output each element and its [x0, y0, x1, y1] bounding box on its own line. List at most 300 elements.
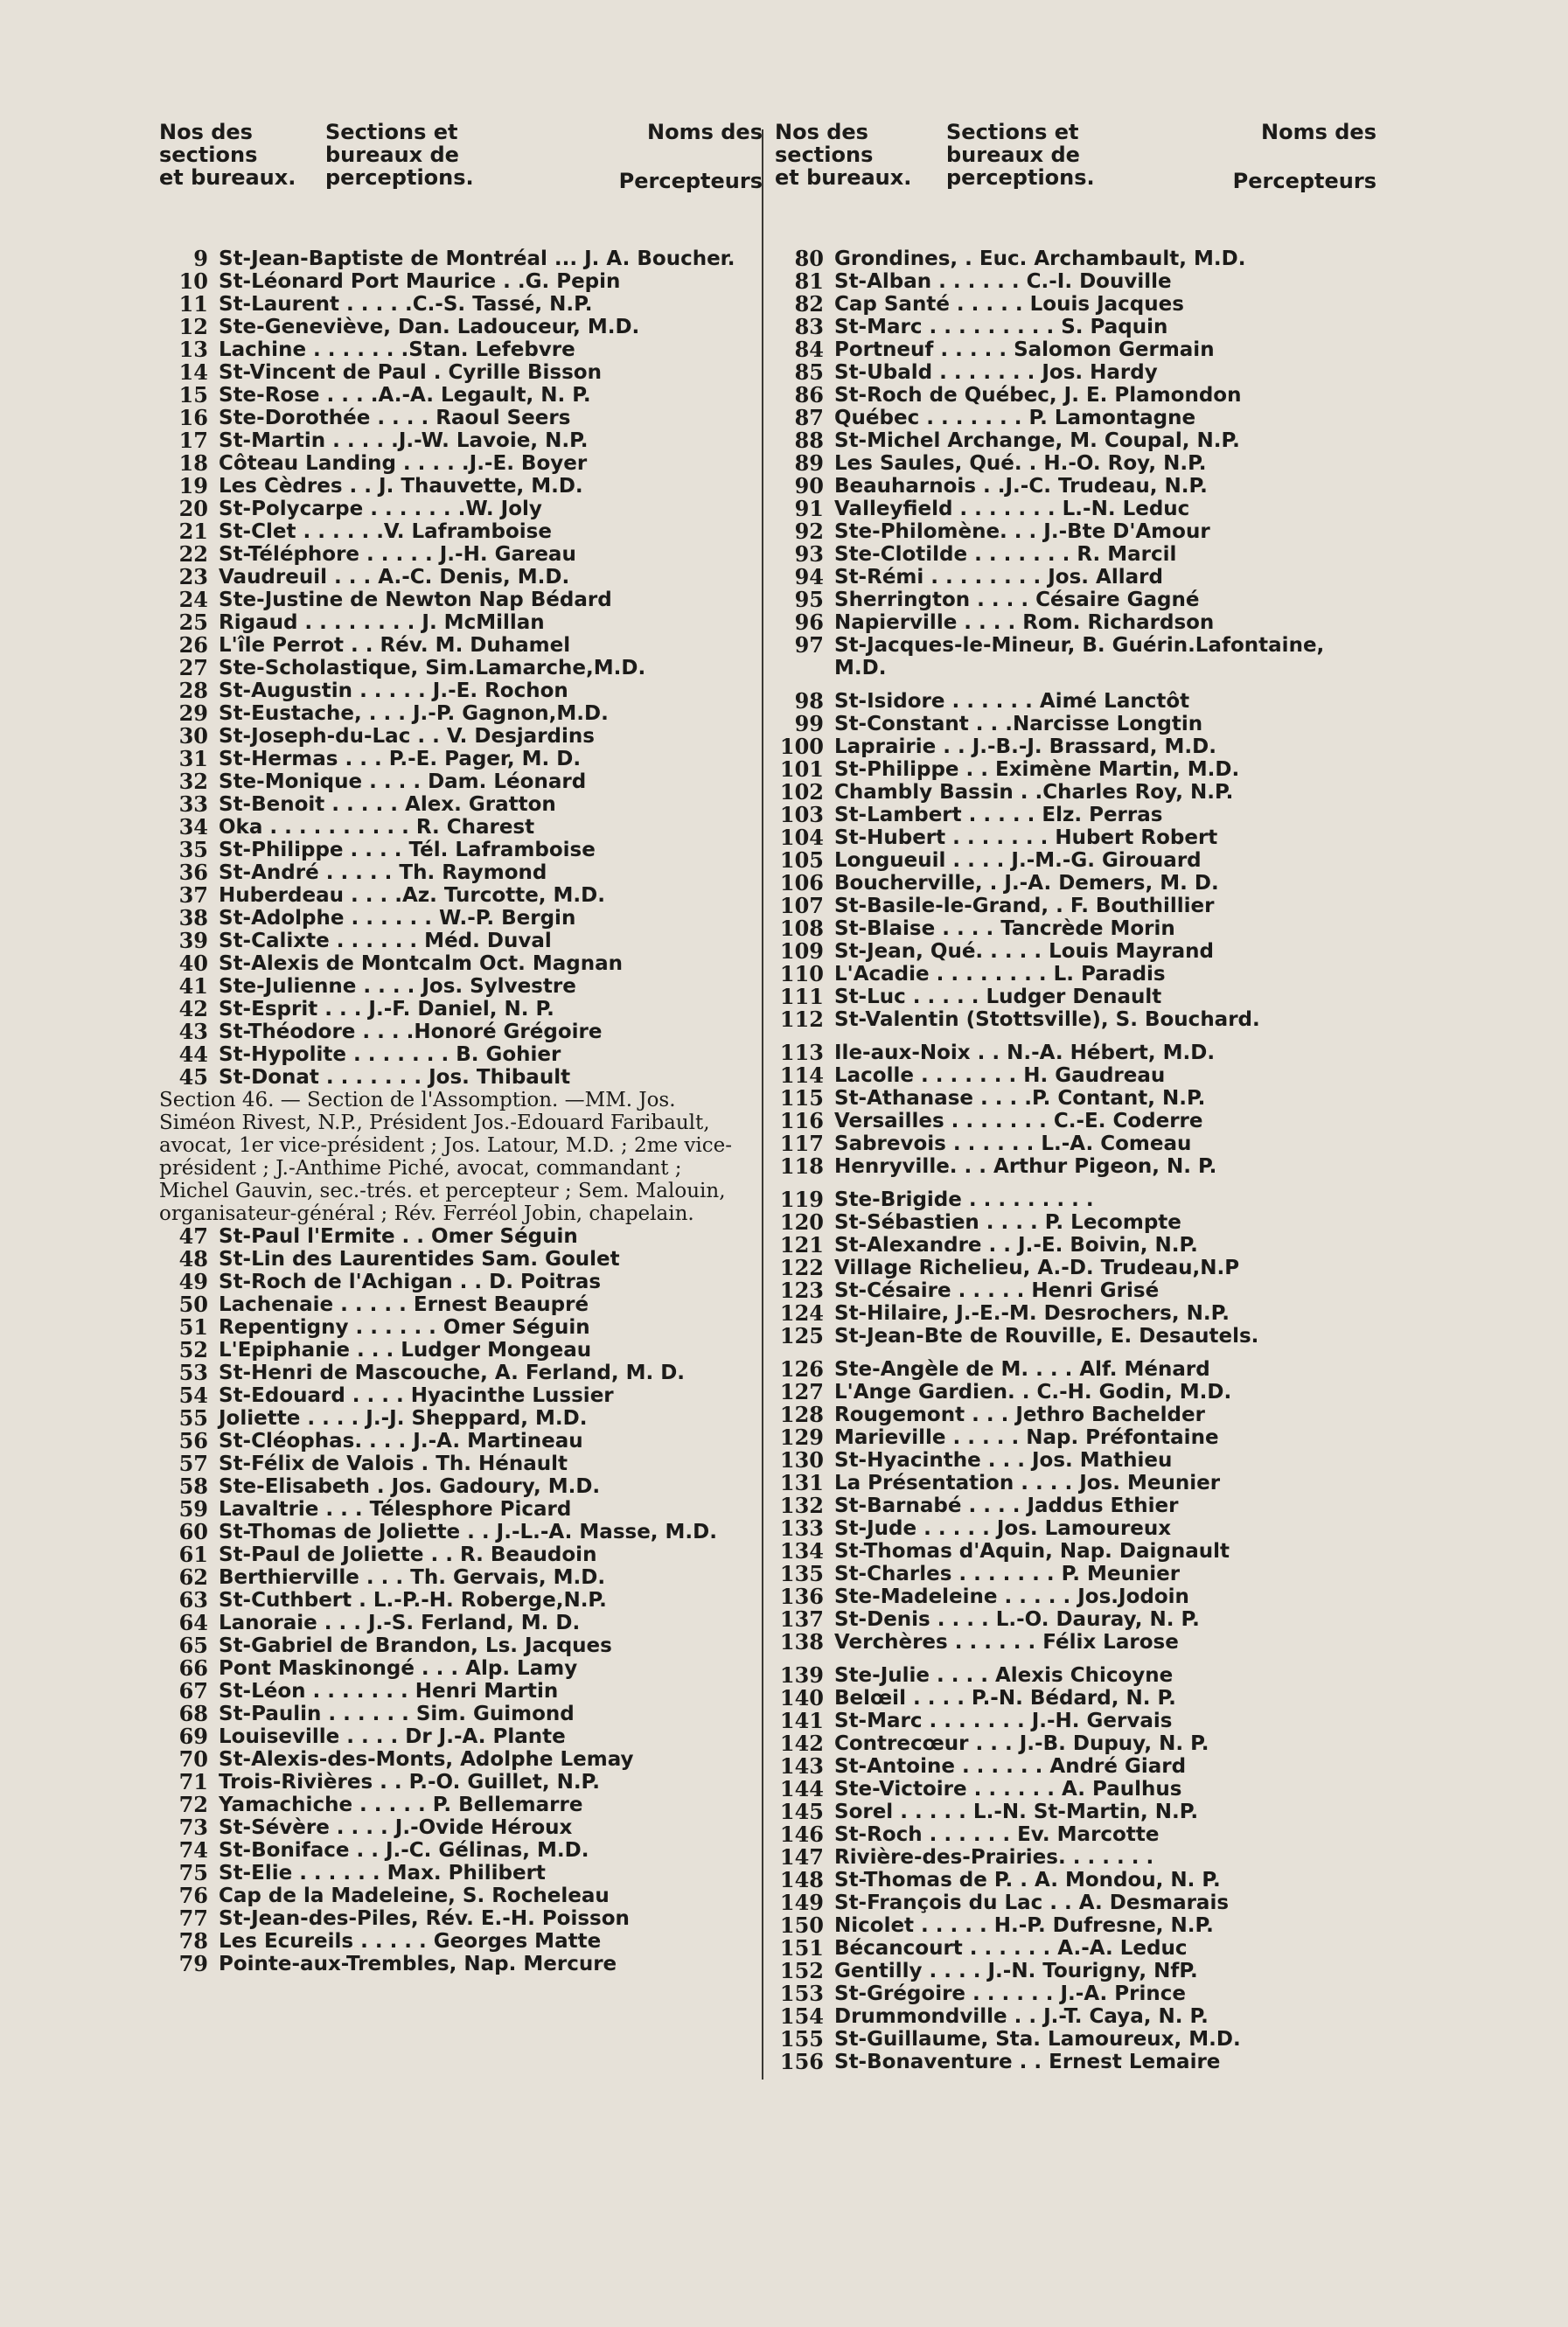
entry-text: St-Jude . . . . . Jos. Lamoureux — [834, 1517, 1172, 1540]
entry-text: Ste-Philomène. . . J.-Bte D'Amour — [834, 520, 1210, 543]
list-item — [775, 634, 1376, 679]
entry-text: Ste-Elisabeth . Jos. Gadoury, M.D. — [219, 1475, 601, 1498]
entry-number: 75 — [178, 1860, 208, 1885]
list-item — [775, 1540, 1376, 1563]
entry-number: 49 — [178, 1269, 208, 1294]
list-item — [159, 543, 763, 566]
entry-text: St-Denis . . . . L.-O. Dauray, N. P. — [834, 1608, 1200, 1631]
entry-number: 14 — [178, 359, 208, 385]
list-item — [159, 952, 763, 975]
entry-text: St-Léonard Port Maurice . .G. Pepin — [219, 270, 621, 293]
entry-number: 48 — [178, 1246, 208, 1271]
entry-text: Ile-aux-Noix . . N.-A. Hébert, M.D. — [834, 1042, 1216, 1064]
entry-number: 153 — [779, 1981, 824, 2006]
entry-number: 70 — [178, 1746, 208, 1772]
entry-number: 35 — [178, 837, 208, 862]
left-column — [159, 121, 763, 1975]
entry-text: St-Jacques-le-Mineur, B. Guérin.Lafontaine, M.D. — [834, 634, 1325, 679]
entry-text: Yamachiche . . . . . P. Bellemarre — [219, 1794, 583, 1816]
entry-text: Louiseville . . . . Dr J.-A. Plante — [219, 1725, 566, 1748]
entry-number: 117 — [779, 1131, 824, 1156]
entry-text: Grondines, . Euc. Archambault, M.D. — [834, 247, 1246, 270]
entry-number: 23 — [178, 564, 208, 589]
entry-number: 40 — [178, 951, 208, 976]
entry-number: 133 — [779, 1515, 824, 1541]
header-line: et bureaux. — [159, 165, 296, 190]
entry-number: 137 — [779, 1606, 824, 1632]
entry-text: St-Joseph-du-Lac . . V. Desjardins — [219, 725, 595, 748]
entry-number: 85 — [794, 359, 824, 385]
entry-text: Bécancourt . . . . . . A.-A. Leduc — [834, 1937, 1188, 1960]
entry-text: St-Antoine . . . . . . André Giard — [834, 1755, 1187, 1778]
entry-text: St-Laurent . . . . .C.-S. Tassé, N.P. — [219, 293, 593, 316]
list-item — [775, 1064, 1376, 1087]
entry-text: St-Sévère . . . . J.-Ovide Héroux — [219, 1816, 573, 1839]
entry-text: Repentigny . . . . . . Omer Séguin — [219, 1316, 590, 1339]
header-line: Sections et — [325, 120, 458, 144]
entry-number: 105 — [779, 847, 824, 873]
list-item — [775, 452, 1376, 475]
list-item — [159, 452, 763, 475]
header-numbers — [159, 121, 325, 204]
entry-text: St-Boniface . . J.-C. Gélinas, M.D. — [219, 1839, 589, 1862]
entry-text: St-Paulin . . . . . . Sim. Guimond — [219, 1703, 575, 1725]
list-item — [775, 963, 1376, 986]
entry-text: Longueuil . . . . J.-M.-G. Girouard — [834, 849, 1202, 872]
entry-text: St-Michel Archange, M. Coupal, N.P. — [834, 429, 1240, 452]
entry-number: 32 — [178, 769, 208, 794]
entry-number: 81 — [794, 268, 824, 294]
entry-number: 87 — [794, 405, 824, 430]
entry-number: 145 — [779, 1799, 824, 1824]
entry-text: Trois-Rivières . . P.-O. Guillet, N.P. — [219, 1771, 600, 1794]
entry-text: St-Césaire . . . . . Henri Grisé — [834, 1279, 1160, 1302]
entry-text: Sherrington . . . . Césaire Gagné — [834, 589, 1200, 611]
entry-number: 52 — [178, 1337, 208, 1362]
list-item — [159, 293, 763, 316]
entry-number: 27 — [178, 655, 208, 680]
entry-text: L'île Perrot . . Rév. M. Duhamel — [219, 634, 571, 657]
list-item — [159, 998, 763, 1021]
entry-text: Cap de la Madeleine, S. Rocheleau — [219, 1885, 610, 1907]
entry-number: 11 — [178, 291, 208, 317]
list-item — [775, 917, 1376, 940]
entry-text: Ste-Dorothée . . . . Raoul Seers — [219, 407, 571, 429]
entry-number: 135 — [779, 1561, 824, 1586]
entry-number: 132 — [779, 1493, 824, 1518]
entry-text: St-Henri de Mascouche, A. Ferland, M. D. — [219, 1362, 686, 1384]
section-46-paragraph: Section 46. — Section de l'Assomption. —MM. Jos. Siméon Rivest, N.P., Président Jos.-Edouard Faribault, avocat, 1er vice-président ; Jos. Latour, M.D. ; 2me vice-président ; J.-Anthime Piché, avocat, commandant ; Michel Gauvin, sec.-trés. et percepteur ; Sem. Malouin, organisateur-général ; Rév. Ferréol Jobin, chapelain. — [159, 1089, 733, 1225]
list-item — [159, 1453, 763, 1475]
entry-text: St-Alexandre . . J.-E. Boivin, N.P. — [834, 1234, 1198, 1257]
list-item — [159, 930, 763, 952]
entry-number: 76 — [178, 1883, 208, 1908]
entry-number: 141 — [779, 1708, 824, 1733]
list-item — [159, 793, 763, 816]
entry-number: 123 — [779, 1278, 824, 1303]
entry-number: 97 — [794, 632, 824, 658]
header-line: bureaux de — [325, 143, 459, 167]
entry-number: 143 — [779, 1753, 824, 1779]
entry-number: 78 — [178, 1928, 208, 1954]
list-item — [159, 475, 763, 498]
list-item — [159, 1907, 763, 1930]
list-item — [159, 1703, 763, 1725]
entry-text: St-Philippe . . Eximène Martin, M.D. — [834, 758, 1240, 781]
entry-number: 67 — [178, 1678, 208, 1703]
list-item — [775, 1426, 1376, 1449]
list-item — [159, 1021, 763, 1043]
list-item — [775, 2051, 1376, 2073]
entry-text: L'Epiphanie . . . Ludger Mongeau — [219, 1339, 592, 1362]
entry-number: 109 — [779, 938, 824, 964]
entry-number: 115 — [779, 1085, 824, 1111]
entry-text: Verchères . . . . . . Félix Larose — [834, 1631, 1179, 1654]
list-item — [159, 338, 763, 361]
right-column — [775, 121, 1376, 2073]
list-item — [775, 1132, 1376, 1155]
header-line: sections — [775, 143, 874, 167]
entry-text: St-Donat . . . . . . . Jos. Thibault — [219, 1066, 571, 1089]
entry-number: 43 — [178, 1019, 208, 1044]
entry-text: Québec . . . . . . . P. Lamontagne — [834, 407, 1196, 429]
entry-text: St-Ubald . . . . . . . Jos. Hardy — [834, 361, 1158, 384]
entry-number: 83 — [794, 314, 824, 339]
entry-text: St-André . . . . . Th. Raymond — [219, 861, 547, 884]
list-item — [159, 839, 763, 861]
entry-number: 84 — [794, 337, 824, 362]
list-item — [775, 1960, 1376, 1982]
list-item — [159, 566, 763, 589]
left-entry-list — [159, 247, 763, 1089]
list-item — [775, 1188, 1376, 1211]
list-item — [159, 1293, 763, 1316]
entry-text: St-Luc . . . . . Ludger Denault — [834, 986, 1162, 1008]
entry-text: Portneuf . . . . . Salomon Germain — [834, 338, 1215, 361]
entry-number: 129 — [779, 1425, 824, 1450]
entry-text: Huberdeau . . . .Az. Turcotte, M.D. — [219, 884, 605, 907]
entry-text: St-Roch de l'Achigan . . D. Poitras — [219, 1271, 602, 1293]
entry-number: 41 — [178, 973, 208, 999]
list-item — [775, 1234, 1376, 1257]
header-line: Nos des — [775, 120, 868, 144]
entry-number: 152 — [779, 1958, 824, 1983]
entry-number: 94 — [794, 564, 824, 589]
entry-number: 60 — [178, 1519, 208, 1544]
entry-text: St-Athanase . . . .P. Contant, N.P. — [834, 1087, 1206, 1110]
entry-number: 42 — [178, 996, 208, 1021]
entry-number: 50 — [178, 1292, 208, 1317]
entry-number: 16 — [178, 405, 208, 430]
entry-number: 62 — [178, 1564, 208, 1590]
entry-number: 92 — [794, 519, 824, 544]
entry-number: 66 — [178, 1655, 208, 1681]
entry-number: 58 — [178, 1474, 208, 1499]
entry-text: Lavaltrie . . . Télesphore Picard — [219, 1498, 572, 1521]
list-item — [159, 1771, 763, 1794]
list-item — [775, 1517, 1376, 1540]
entry-number: 38 — [178, 905, 208, 930]
header-numbers — [775, 121, 946, 204]
list-item — [159, 1066, 763, 1089]
entry-text: St-Jean-Bte de Rouville, E. Desautels. — [834, 1325, 1259, 1348]
entry-text: Napierville . . . . Rom. Richardson — [834, 611, 1215, 634]
list-item — [159, 1589, 763, 1612]
entry-text: St-Valentin (Stottsville), S. Bouchard. — [834, 1008, 1260, 1031]
right-entry-list — [775, 247, 1376, 2073]
list-item — [775, 940, 1376, 963]
entry-text: St-Vincent de Paul . Cyrille Bisson — [219, 361, 602, 384]
entry-number: 142 — [779, 1731, 824, 1756]
list-item — [159, 884, 763, 907]
list-item — [775, 429, 1376, 452]
entry-text: Ste-Justine de Newton Nap Bédard — [219, 589, 612, 611]
entry-number: 93 — [794, 541, 824, 567]
list-item — [775, 1823, 1376, 1846]
entry-number: 56 — [178, 1428, 208, 1453]
header-line: Percepteurs — [618, 169, 763, 193]
header-collectors — [1209, 121, 1376, 204]
entry-text: Les Cèdres . . J. Thauvette, M.D. — [219, 475, 583, 498]
list-item — [775, 247, 1376, 270]
list-item — [775, 2028, 1376, 2051]
entry-text: St-Barnabé . . . . Jaddus Ethier — [834, 1494, 1179, 1517]
entry-number: 71 — [178, 1769, 208, 1794]
entry-number: 25 — [178, 610, 208, 635]
list-item — [775, 1325, 1376, 1348]
entry-text: Pointe-aux-Trembles, Nap. Mercure — [219, 1953, 617, 1975]
entry-text: Lanoraie . . . J.-S. Ferland, M. D. — [219, 1612, 581, 1634]
entry-number: 127 — [779, 1379, 824, 1404]
list-item — [775, 1778, 1376, 1801]
entry-text: St-Jean-Baptiste de Montréal ... J. A. Boucher. — [219, 247, 735, 270]
entry-number: 118 — [779, 1153, 824, 1179]
entry-number: 131 — [779, 1470, 824, 1495]
entry-text: Laprairie . . J.-B.-J. Brassard, M.D. — [834, 735, 1216, 758]
entry-text: Les Ecureils . . . . . Georges Matte — [219, 1930, 602, 1953]
entry-text: St-Basile-le-Grand, . F. Bouthillier — [834, 895, 1215, 917]
entry-text: Les Saules, Qué. . H.-O. Roy, N.P. — [834, 452, 1207, 475]
entry-text: Lacolle . . . . . . . H. Gaudreau — [834, 1064, 1166, 1087]
list-item — [159, 1498, 763, 1521]
header-line: Percepteurs — [1232, 169, 1376, 193]
list-item — [775, 849, 1376, 872]
header-line: Sections et — [946, 120, 1079, 144]
entry-number: 82 — [794, 291, 824, 317]
entry-text: Gentilly . . . . J.-N. Tourigny, NfP. — [834, 1960, 1198, 1982]
entry-text: Nicolet . . . . . H.-P. Dufresne, N.P. — [834, 1914, 1214, 1937]
list-item — [159, 1225, 763, 1248]
entry-number: 20 — [178, 496, 208, 521]
entry-number: 121 — [779, 1232, 824, 1258]
entry-number: 120 — [779, 1209, 824, 1235]
entry-number: 108 — [779, 916, 824, 941]
list-item — [159, 1248, 763, 1271]
entry-text: Ste-Julie . . . . Alexis Chicoyne — [834, 1664, 1174, 1687]
list-item — [159, 1430, 763, 1453]
header-line: sections — [159, 143, 258, 167]
entry-number: 53 — [178, 1360, 208, 1385]
entry-number: 107 — [779, 893, 824, 918]
list-item — [775, 475, 1376, 498]
entry-text: St-Hyacinthe . . . Jos. Mathieu — [834, 1449, 1173, 1472]
entry-number: 33 — [178, 791, 208, 817]
list-item — [159, 1953, 763, 1975]
entry-text: Pont Maskinongé . . . Alp. Lamy — [219, 1657, 578, 1680]
list-item — [775, 735, 1376, 758]
list-item — [159, 1680, 763, 1703]
list-item — [159, 1384, 763, 1407]
entry-number: 99 — [794, 711, 824, 736]
entry-number: 106 — [779, 870, 824, 895]
entry-text: St-François du Lac . . A. Desmarais — [834, 1892, 1230, 1914]
list-item — [159, 861, 763, 884]
entry-text: Valleyfield . . . . . . . L.-N. Leduc — [834, 498, 1190, 520]
entry-number: 150 — [779, 1912, 824, 1938]
entry-text: St-Gabriel de Brandon, Ls. Jacques — [219, 1634, 612, 1657]
list-item — [775, 338, 1376, 361]
list-item — [159, 361, 763, 384]
header-line: perceptions. — [325, 165, 474, 190]
entry-number: 110 — [779, 961, 824, 986]
entry-number: 77 — [178, 1905, 208, 1931]
list-item — [159, 1862, 763, 1885]
entry-text: St-Sébastien . . . . P. Lecompte — [834, 1211, 1181, 1234]
list-item — [775, 872, 1376, 895]
entry-number: 90 — [794, 473, 824, 498]
entry-number: 88 — [794, 428, 824, 453]
spacer — [775, 1178, 1376, 1188]
list-item — [159, 907, 763, 930]
list-item — [159, 975, 763, 998]
entry-number: 24 — [178, 587, 208, 612]
entry-text: Beauharnois . .J.-C. Trudeau, N.P. — [834, 475, 1208, 498]
list-item — [775, 826, 1376, 849]
entry-number: 86 — [794, 382, 824, 408]
entry-number: 10 — [178, 268, 208, 294]
entry-text: St-Cuthbert . L.-P.-H. Roberge,N.P. — [219, 1589, 607, 1612]
entry-number: 47 — [178, 1223, 208, 1249]
list-item — [159, 1885, 763, 1907]
entry-text: Ste-Victoire . . . . . . A. Paulhus — [834, 1778, 1182, 1801]
list-item — [775, 1042, 1376, 1064]
entry-number: 151 — [779, 1935, 824, 1961]
entry-text: St-Roch . . . . . . Ev. Marcotte — [834, 1823, 1160, 1846]
entry-text: Vaudreuil . . . A.-C. Denis, M.D. — [219, 566, 570, 589]
entry-text: St-Blaise . . . . Tancrède Morin — [834, 917, 1175, 940]
entry-text: St-Hubert . . . . . . . Hubert Robert — [834, 826, 1218, 849]
entry-text: St-Elie . . . . . . Max. Philibert — [219, 1862, 546, 1885]
entry-text: St-Hermas . . . P.-E. Pager, M. D. — [219, 748, 582, 770]
list-item — [159, 1362, 763, 1384]
entry-text: St-Bonaventure . . Ernest Lemaire — [834, 2051, 1221, 2073]
entry-number: 148 — [779, 1867, 824, 1892]
entry-text: Côteau Landing . . . . .J.-E. Boyer — [219, 452, 588, 475]
entry-number: 18 — [178, 450, 208, 476]
entry-number: 100 — [779, 734, 824, 759]
entry-number: 134 — [779, 1538, 824, 1564]
list-item — [159, 1657, 763, 1680]
entry-text: St-Marc . . . . . . . . . S. Paquin — [834, 316, 1168, 338]
list-item — [159, 725, 763, 748]
list-item — [159, 679, 763, 702]
entry-number: 104 — [779, 825, 824, 850]
entry-number: 45 — [178, 1064, 208, 1090]
entry-text: St-Thomas de Joliette . . J.-L.-A. Masse, M.D. — [219, 1521, 717, 1543]
list-item — [159, 1839, 763, 1862]
entry-text: St-Félix de Valois . Th. Hénault — [219, 1453, 568, 1475]
list-item — [775, 895, 1376, 917]
entry-number: 51 — [178, 1314, 208, 1340]
entry-number: 138 — [779, 1629, 824, 1655]
entry-number: 155 — [779, 2026, 824, 2052]
entry-text: St-Lin des Laurentides Sam. Goulet — [219, 1248, 620, 1271]
entry-number: 113 — [779, 1040, 824, 1065]
list-item — [775, 713, 1376, 735]
entry-text: Contrecœur . . . J.-B. Dupuy, N. P. — [834, 1732, 1209, 1755]
list-item — [775, 1211, 1376, 1234]
entry-text: St-Alexis-des-Monts, Adolphe Lemay — [219, 1748, 634, 1771]
entry-text: St-Calixte . . . . . . Méd. Duval — [219, 930, 552, 952]
entry-text: St-Guillaume, Sta. Lamoureux, M.D. — [834, 2028, 1241, 2051]
entry-number: 101 — [779, 756, 824, 782]
entry-text: Belœil . . . . P.-N. Bédard, N. P. — [834, 1687, 1176, 1710]
list-item — [775, 611, 1376, 634]
entry-text: Rigaud . . . . . . . . J. McMillan — [219, 611, 545, 634]
list-item — [775, 384, 1376, 407]
list-item — [775, 1494, 1376, 1517]
entry-text: St-Alban . . . . . . C.-I. Douville — [834, 270, 1172, 293]
header-line: Nos des — [159, 120, 253, 144]
header-collectors — [596, 121, 763, 204]
entry-number: 112 — [779, 1007, 824, 1032]
left-entry-list-2 — [159, 1225, 763, 1975]
entry-number: 59 — [178, 1496, 208, 1522]
list-item — [159, 657, 763, 679]
entry-number: 73 — [178, 1815, 208, 1840]
list-item — [775, 293, 1376, 316]
list-item — [775, 1732, 1376, 1755]
entry-number: 22 — [178, 541, 208, 567]
list-item — [775, 1755, 1376, 1778]
list-item — [775, 1982, 1376, 2005]
entry-number: 125 — [779, 1323, 824, 1348]
entry-text: St-Rémi . . . . . . . . Jos. Allard — [834, 566, 1163, 589]
entry-number: 13 — [178, 337, 208, 362]
spacer — [775, 1031, 1376, 1042]
entry-number: 68 — [178, 1701, 208, 1726]
entry-number: 128 — [779, 1402, 824, 1427]
list-item — [159, 816, 763, 839]
entry-number: 140 — [779, 1685, 824, 1710]
entry-text: St-Paul l'Ermite . . Omer Séguin — [219, 1225, 578, 1248]
entry-text: Sorel . . . . . L.-N. St-Martin, N.P. — [834, 1801, 1199, 1823]
list-item — [159, 1339, 763, 1362]
entry-number: 126 — [779, 1356, 824, 1382]
entry-number: 95 — [794, 587, 824, 612]
list-item — [159, 748, 763, 770]
list-item — [775, 1710, 1376, 1732]
entry-number: 65 — [178, 1633, 208, 1658]
entry-number: 19 — [178, 473, 208, 498]
entry-text: Lachenaie . . . . . Ernest Beaupré — [219, 1293, 589, 1316]
list-item — [159, 1748, 763, 1771]
list-item — [159, 1612, 763, 1634]
header-line: et bureaux. — [775, 165, 912, 190]
list-item — [775, 804, 1376, 826]
list-item — [159, 770, 763, 793]
list-item — [775, 1869, 1376, 1892]
